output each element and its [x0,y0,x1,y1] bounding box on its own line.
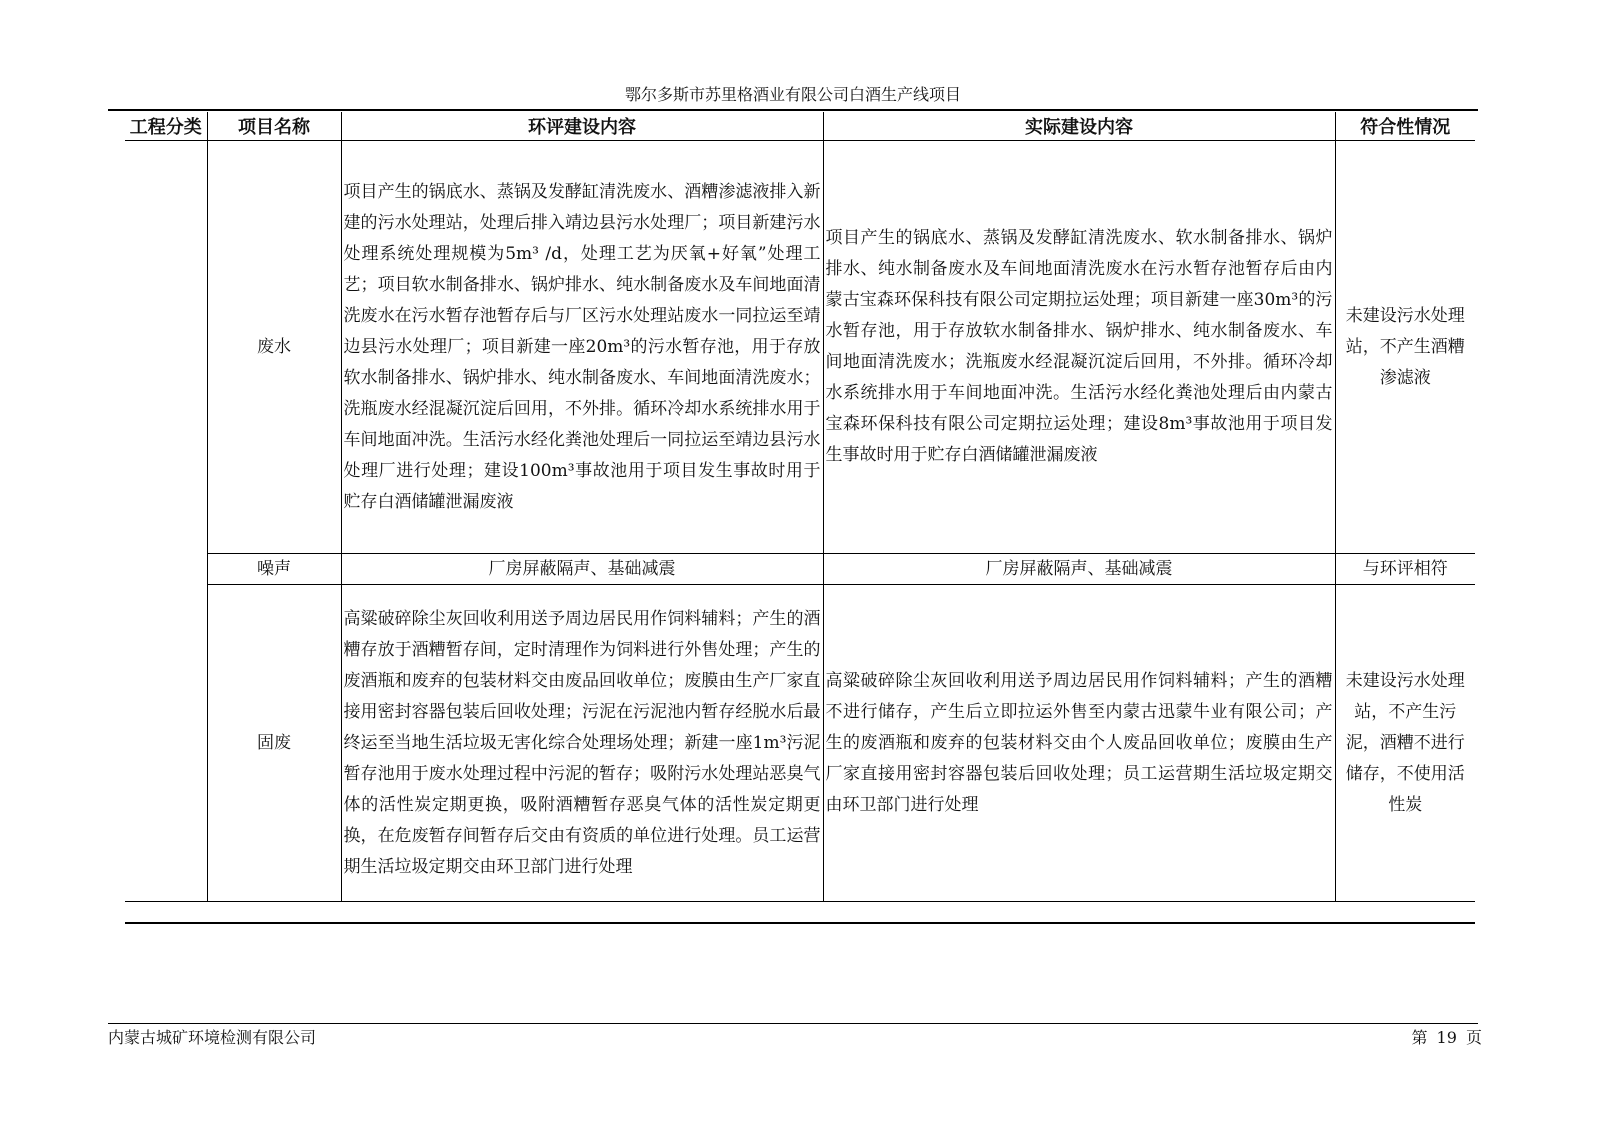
column-header-actual-content: 实际建设内容 [823,112,1335,141]
table-bottom-rule [125,922,1475,924]
compliance-cell: 与环评相符 [1335,554,1475,585]
footer-rule [108,1023,1478,1024]
actual-content-cell: 厂房屏蔽隔声、基础减震 [823,554,1335,585]
table-row [125,141,1475,554]
project-name-cell: 固废 [207,585,341,902]
compliance-cell: 未建设污水处理站，不产生污泥，酒糟不进行储存，不使用活性炭 [1335,585,1475,902]
page-number: 第 19 页 [1411,1028,1482,1047]
table-row [125,554,1475,585]
category-cell [125,141,207,902]
header-rule [108,109,1478,111]
footer-company: 内蒙古城矿环境检测有限公司 [108,1028,317,1047]
eia-content-cell: 厂房屏蔽隔声、基础减震 [341,554,823,585]
compliance-cell: 未建设污水处理站，不产生酒糟渗滤液 [1335,141,1475,554]
eia-content-cell: 项目产生的锅底水、蒸锅及发酵缸清洗废水、酒糟渗滤液排入新建的污水处理站，处理后排入靖边县污水处理厂；项目新建污水处理系统处理规模为5m³ /d，处理工艺为厌氧+好氧”处理工艺；项目软水制备排水、锅炉排水、纯水制备废水及车间地面清洗废水在污水暂存池暂存后与厂区污水处理站废水一同拉运至靖边县污水处理厂；项目新建一座20m³的污水暂存池，用于存放软水制备排水、锅炉排水、纯水制备废水、车间地面清洗废水；洗瓶废水经混凝沉淀后回用，不外排。循环冷却水系统排水用于车间地面冲洗。生活污水经化粪池处理后一同拉运至靖边县污水处理厂进行处理；建设100m³事故池用于项目发生事故时用于贮存白酒储罐泄漏废液 [341,141,823,554]
column-header-compliance: 符合性情况 [1335,112,1475,141]
column-header-project-name: 项目名称 [207,112,341,141]
comparison-table [125,112,1475,902]
eia-content-cell: 高粱破碎除尘灰回收利用送予周边居民用作饲料辅料；产生的酒糟存放于酒糟暂存间，定时清理作为饲料进行外售处理；产生的废酒瓶和废弃的包装材料交由废品回收单位；废膜由生产厂家直接用密封容器包装后回收处理；污泥在污泥池内暂存经脱水后最终运至当地生活垃圾无害化综合处理场处理；新建一座1m³污泥暂存池用于废水处理过程中污泥的暂存；吸附污水处理站恶臭气体的活性炭定期更换，吸附酒糟暂存恶臭气体的活性炭定期更换，在危废暂存间暂存后交由有资质的单位进行处理。员工运营期生活垃圾定期交由环卫部门进行处理 [341,585,823,902]
page-header-title: 鄂尔多斯市苏里格酒业有限公司白酒生产线项目 [624,85,961,104]
column-header-eia-content: 环评建设内容 [341,112,823,141]
table-row [125,585,1475,902]
table-header-row [125,112,1475,141]
project-name-cell: 废水 [207,141,341,554]
project-name-cell: 噪声 [207,554,341,585]
actual-content-cell: 高粱破碎除尘灰回收利用送予周边居民用作饲料辅料；产生的酒糟不进行储存，产生后立即拉运外售至内蒙古迅蒙牛业有限公司；产生的废酒瓶和废弃的包装材料交由个人废品回收单位；废膜由生产厂家直接用密封容器包装后回收处理；员工运营期生活垃圾定期交由环卫部门进行处理 [823,585,1335,902]
actual-content-cell: 项目产生的锅底水、蒸锅及发酵缸清洗废水、软水制备排水、锅炉排水、纯水制备废水及车间地面清洗废水在污水暂存池暂存后由内蒙古宝森环保科技有限公司定期拉运处理；项目新建一座30m³的污水暂存池，用于存放软水制备排水、锅炉排水、纯水制备废水、车间地面清洗废水；洗瓶废水经混凝沉淀后回用，不外排。循环冷却水系统排水用于车间地面冲洗。生活污水经化粪池处理后由内蒙古宝森环保科技有限公司定期拉运处理；建设8m³事故池用于项目发生事故时用于贮存白酒储罐泄漏废液 [823,141,1335,554]
column-header-category: 工程分类 [125,112,207,141]
